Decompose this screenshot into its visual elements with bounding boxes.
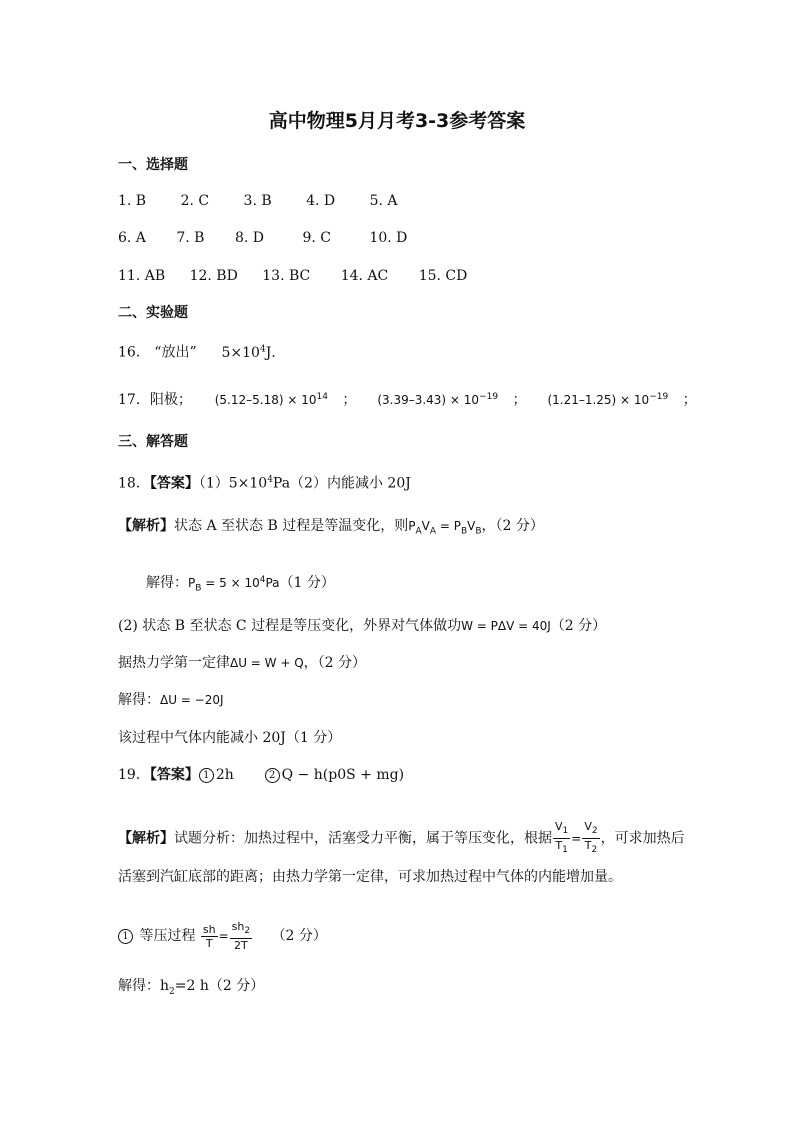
q18-first-law: 据热力学第一定律ΔU = W + Q，（2 分） (118, 655, 367, 671)
section-heading-solutions: 三、解答题 (118, 434, 188, 450)
q18-solution-1: 解得：$P_B = 5 \times 10^4Pa(1$ 分） (146, 575, 335, 594)
q17-answer-3: $(3.39-3.43) \times 10^{-19}$ (377, 392, 499, 407)
fraction-sh2-2t: $\frac{sh_2}{2T}$ (231, 920, 251, 953)
answer-2: 2. C (180, 193, 210, 209)
q19-answer: 19．【答案】 1 2h 2 Q − h(p0S + mg) (118, 767, 405, 783)
fraction-sh-t: $\frac{sh}{T}$ (202, 922, 216, 950)
q16-answer-2: $5\times 10^4J$． (221, 344, 286, 361)
q18-analysis: 【解析】状态 A 至状态 B 过程是等温变化，则$P_AV_A = P_BV_B$，（2 分） (118, 518, 544, 537)
answer-8: 8. D (234, 230, 264, 246)
answer-6: 6. A (118, 230, 146, 246)
q17-answer-1: 阳极； (149, 392, 192, 408)
answer-15: 15. CD (418, 268, 468, 284)
q17-number: 17． (118, 392, 150, 408)
answer-row-2 (118, 228, 407, 248)
answer-5: 5. A (369, 193, 398, 209)
answer-11: 11. AB (118, 268, 166, 284)
q19-step-1: 1 等压过程 $\frac{sh}{T}$ = $\frac{sh_2}{2T}$ （2 分） (118, 920, 327, 952)
fraction-v2-t2: $\frac{V_2}{T_2}$ (584, 820, 598, 856)
answer-12: 12. BD (189, 268, 238, 284)
q19-analysis-line-1: 【解析】试题分析：加热过程中，活塞受力平衡，属于等压变化，根据 $\frac{V_1}{T_1}$ = $\frac{V_2}{T_2}$ ，可求加热后 (118, 820, 685, 856)
q18-answer: 18．【答案】$(1)5\times 10^4Pa(2)$内能减小 20J (118, 475, 411, 492)
section-heading-choice: 一、选择题 (118, 157, 188, 173)
fraction-v1-t1: $\frac{V_1}{T_1}$ (555, 820, 569, 856)
q17-answer-2: $(5.12-5.18) \times 10^{14}$ (214, 392, 328, 407)
circled-number-1: 1 (199, 768, 214, 783)
q16-answer-1: “放出” (154, 344, 197, 361)
question-16 (118, 339, 285, 363)
answer-3: 3. B (243, 193, 272, 209)
answer-14: 14. AC (340, 268, 389, 284)
q19-analysis-line-2: 活塞到汽缸底部的距离；由热力学第一定律，可求加热过程中气体的内能增加量。 (118, 869, 622, 885)
answer-4: 4. D (306, 193, 336, 209)
q18-conclusion: 该过程中气体内能减小 20J（1 分） (118, 730, 342, 746)
q17-sep-2: ； (512, 392, 527, 408)
circled-number-2: 2 (265, 768, 280, 783)
q16-number: 16． (118, 344, 150, 361)
q17-answer-4: $(1.21-1.25) \times 10^{-19}$ (547, 392, 669, 407)
question-17 (118, 387, 697, 410)
q19-solution: 解得：$h_2=2$ h（2 分） (118, 978, 265, 997)
section-heading-experiment: 二、实验题 (118, 305, 188, 321)
q17-sep-1: ； (342, 392, 357, 408)
q18-part-2: (2) 状态 B 至状态 C 过程是等压变化，外界对气体做功W = PΔV = 40J（2 分） (118, 618, 607, 634)
page-title: 高中物理5月月考3-3参考答案 (268, 110, 526, 132)
answer-7: 7. B (176, 230, 205, 246)
answer-row-3 (118, 266, 467, 286)
q18-solution-2: 解得：ΔU = −20J (118, 692, 224, 708)
answer-1: 1. B (118, 193, 147, 209)
q17-sep-3: ； (682, 392, 697, 408)
answer-9: 9. C (302, 230, 331, 246)
answer-row-1 (118, 191, 398, 211)
circled-number-1: 1 (118, 929, 133, 944)
answer-13: 13. BC (262, 268, 311, 284)
answer-10: 10. D (369, 230, 408, 246)
